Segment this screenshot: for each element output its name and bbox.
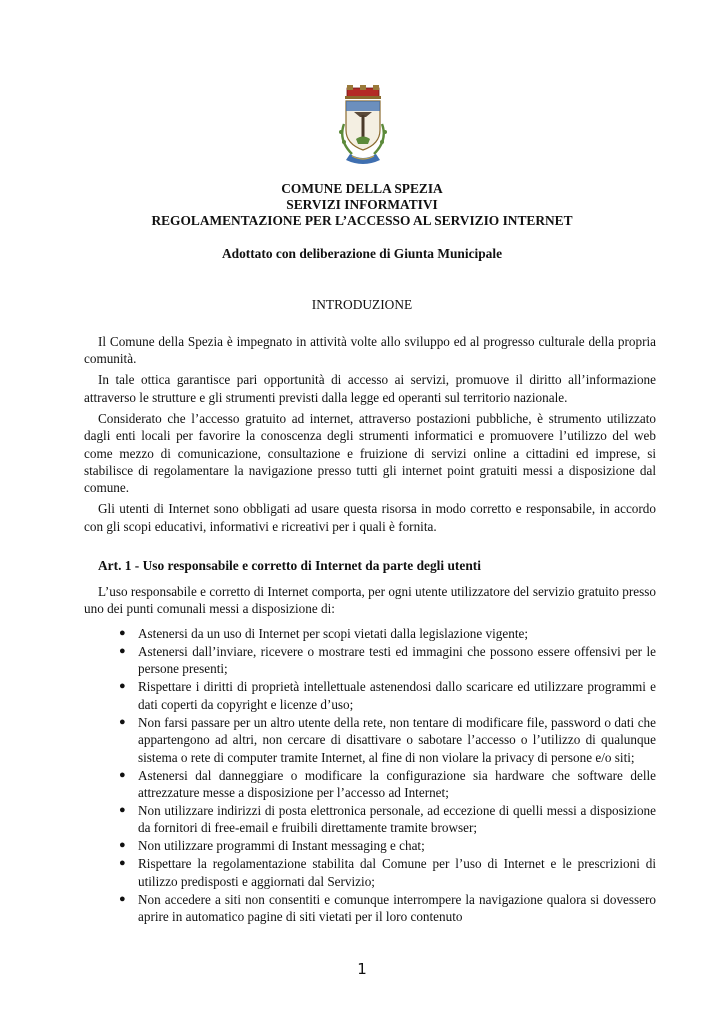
intro-heading: INTRODUZIONE — [311, 297, 413, 312]
adoption-note: Adottato con deliberazione di Giunta Municipale — [221, 246, 503, 261]
list-item: ● Non utilizzare indirizzi di posta elettronica personale, ad eccezione di quelli messi a disposizione da fornitori di free-email e fruibili direttamente tramite browser; — [119, 803, 656, 836]
intro-paragraph: Gli utenti di Internet sono obbligati ad usare questa risorsa in modo corretto e responsabile, in accordo con gli scopi educativi, informativi e ricreativi per i quali è fornita. — [84, 501, 656, 534]
list-item: ● Non farsi passare per un altro utente della rete, non tentare di modificare file, password o dati che appartengono ad altri, non cercare di disattivare o sabotare l’accesso o l’utilizzo di qualunque sistema o rete di computer tramite Internet, al fine di non violare la privacy di persone e/o siti; — [119, 714, 656, 765]
document-title: REGOLAMENTAZIONE PER L’ACCESSO AL SERVIZIO INTERNET — [151, 213, 573, 228]
rules-list — [119, 625, 656, 926]
bullet-icon: ● — [119, 839, 126, 852]
page-number: 1 — [357, 960, 367, 978]
bullet-icon: ● — [119, 892, 126, 905]
bullet-icon: ● — [119, 715, 126, 728]
list-item: ● Astenersi da un uso di Internet per scopi vietati dalla legislazione vigente; — [119, 626, 529, 641]
bullet-icon: ● — [119, 804, 126, 817]
article-1-heading: Art. 1 - Uso responsabile e corretto di Internet da parte degli utenti — [98, 558, 481, 573]
article-paragraph: L’uso responsabile e corretto di Internet comporta, per ogni utente utilizzatore del servizio gratuito presso uno dei punti comunali messi a disposizione di: — [84, 584, 656, 617]
bullet-icon: ● — [119, 768, 126, 781]
intro-paragraph: Considerato che l’accesso gratuito ad internet, attraverso postazioni pubbliche, è strumento utilizzato dagli enti locali per favorire la conoscenza degli strumenti informatici e promuovere l’utilizzo del web come mezzo di comunicazione, consultazione e fruizione di servizi online a cittadini ed imprese, si stabilisce di regolamentare la navigazione presso tutti gli internet point gratuiti messi a disposizione dal comune. — [84, 410, 656, 496]
coat-of-arms-icon — [332, 84, 394, 168]
article-1-intro — [84, 583, 656, 618]
bullet-icon: ● — [119, 857, 126, 870]
header-organization: COMUNE DELLA SPEZIA — [281, 181, 443, 196]
bullet-icon: ● — [119, 645, 126, 657]
list-item: ● Astenersi dall’inviare, ricevere o mostrare testi ed immagini che possono essere offensivi per le persone presenti; — [119, 644, 656, 677]
intro-section — [84, 333, 656, 535]
bullet-icon: ● — [119, 627, 126, 639]
list-item: ● Rispettare i diritti di proprietà intellettuale astenendosi dallo scaricare ed utilizzare programmi e dati coperti da copyright e licenze d’uso; — [119, 679, 656, 712]
intro-paragraph: In tale ottica garantisce pari opportunità di accesso ai servizi, promuove il diritto all’informazione attraverso le strutture e gli strumenti previsti dalla legge ed operanti sul territorio nazionale. — [84, 372, 656, 405]
header-department: SERVIZI INFORMATIVI — [286, 197, 438, 212]
bullet-icon: ● — [119, 680, 126, 693]
list-item: ● Non utilizzare programmi di Instant messaging e chat; — [119, 838, 425, 854]
list-item: ● Non accedere a siti non consentiti e comunque interrompere la navigazione qualora si dovessero aprire in automatico pagine di siti vietati per il loro contenuto — [119, 891, 656, 925]
list-item: ● Rispettare la regolamentazione stabilita dal Comune per l’uso di Internet e le prescrizioni di utilizzo predisposti e aggiornati dal Servizio; — [119, 856, 656, 889]
list-item: ● Astenersi dal danneggiare o modificare la configurazione sia hardware che software delle attrezzature messe a disposizione per l’accesso ad Internet; — [119, 767, 656, 801]
intro-paragraph: Il Comune della Spezia è impegnato in attività volte allo sviluppo ed al progresso culturale della propria comunità. — [84, 334, 656, 367]
